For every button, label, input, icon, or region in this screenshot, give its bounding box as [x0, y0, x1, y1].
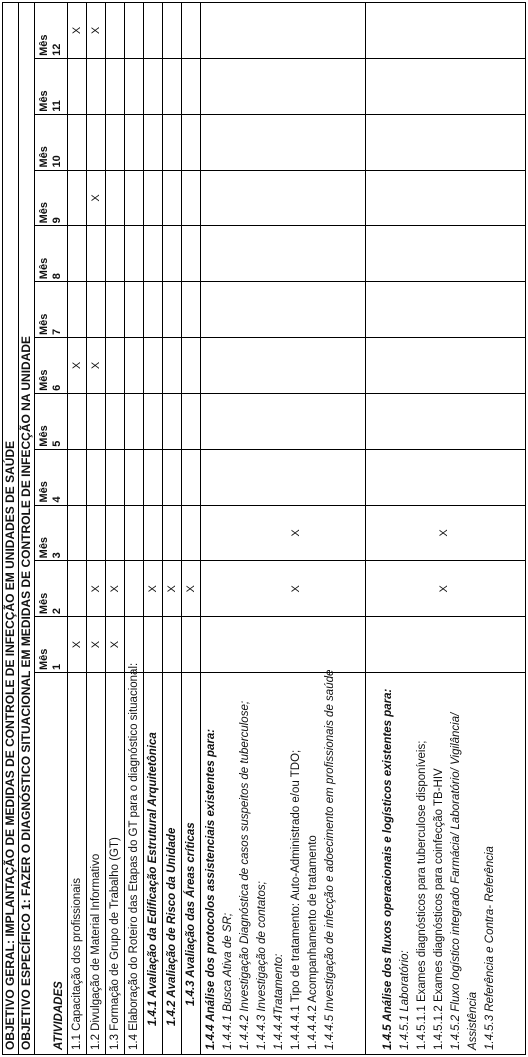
month-cell [125, 282, 144, 338]
month-cell [201, 170, 366, 226]
month-cell [182, 58, 201, 114]
activity-label: 1.3 Formação de Grupo de Trabalho (GT) [106, 673, 125, 1055]
month-cell [87, 505, 106, 561]
month-cell [68, 282, 87, 338]
month-cell [106, 3, 125, 59]
month-cell [144, 505, 163, 561]
month-cell [163, 170, 182, 226]
flows-block [366, 673, 526, 1055]
month-cell: X [87, 617, 106, 673]
activity-label: 1.4.1 Avaliação da Edificação Estrutural Arquitetônica [144, 673, 163, 1055]
protocols-line: 1.4.4.2 Investigação Diagnóstica de casos suspeitos de tuberculose; [239, 700, 251, 1050]
month-cell [125, 393, 144, 449]
month-cell [144, 226, 163, 282]
month-cell [366, 226, 526, 282]
month-cell [163, 338, 182, 394]
protocols-line: 1.4.4.4Tratamento: [273, 953, 285, 1050]
month-cell [125, 561, 144, 617]
month-cell [201, 114, 366, 170]
month-cell [201, 3, 366, 59]
month-cell [68, 170, 87, 226]
month-cell [182, 617, 201, 673]
month-cell [163, 282, 182, 338]
month-cell [201, 393, 366, 449]
month-header-9: Mês 9 [35, 170, 68, 226]
month-header-7: Mês 7 [35, 282, 68, 338]
month-cell [144, 58, 163, 114]
month-cell: X [87, 561, 106, 617]
month-header-5: Mês 5 [35, 393, 68, 449]
month-header-6: Mês 6 [35, 338, 68, 394]
month-cell [201, 282, 366, 338]
activity-row [144, 3, 163, 1055]
activity-row [87, 3, 106, 1055]
month-cell [125, 338, 144, 394]
month-cell: X [144, 561, 163, 617]
activities-header: ATIVIDADES [35, 673, 68, 1055]
activity-label: 1.2 Divulgação de Material Informativo [87, 673, 106, 1055]
month-cell [87, 226, 106, 282]
month-cell [163, 393, 182, 449]
month-cell [125, 3, 144, 59]
month-cell [201, 338, 366, 394]
month-header-8: Mês 8 [35, 226, 68, 282]
month-cell [106, 114, 125, 170]
activity-label: 1.4.3 Avaliação das Áreas críticas [182, 673, 201, 1055]
month-cell [106, 170, 125, 226]
protocols-heading: 1.4.4 Análise dos protocolos assistenciais existentes para: [205, 728, 217, 1050]
month-cell [366, 114, 526, 170]
schedule-table [2, 2, 526, 1055]
month-cell [163, 226, 182, 282]
specific-objective-title: OBJETIVO ESPECÍFICO 1: FAZER O DIAGNÓSTICO SITUACIONAL EM MEDIDAS DE CONTROLE DE INFECÇÃO NA UNIDADE [19, 3, 35, 1055]
header-row [35, 3, 68, 1055]
month-cell [144, 114, 163, 170]
activity-row [68, 3, 87, 1055]
month-header-4: Mês 4 [35, 449, 68, 505]
month-cell [87, 114, 106, 170]
month-cell: X [201, 561, 366, 617]
month-cell [68, 561, 87, 617]
month-cell: X [87, 3, 106, 59]
month-cell [68, 449, 87, 505]
month-cell [163, 58, 182, 114]
month-header-12: Mês 12 [35, 3, 68, 59]
month-cell [106, 393, 125, 449]
month-cell [163, 3, 182, 59]
activity-row [106, 3, 125, 1055]
month-cell [87, 282, 106, 338]
month-cell [144, 3, 163, 59]
flows-line: 1.4.5.3 Referência e Contra- Referência [484, 846, 497, 1050]
month-cell [125, 226, 144, 282]
month-cell [182, 226, 201, 282]
activity-label: 1.1 Capacitação dos profissionais [68, 673, 87, 1055]
month-cell [163, 617, 182, 673]
protocols-line: 1.4.4.1 Busca Ativa de SR; [222, 912, 234, 1050]
month-cell [366, 393, 526, 449]
protocols-block [201, 669, 366, 1055]
protocols-line: 1.4.4.5 Investigação de infecção e adoecimento em profissionais de saúde [324, 669, 336, 1050]
month-cell [366, 617, 526, 673]
month-cell: X [106, 617, 125, 673]
month-cell [125, 170, 144, 226]
month-cell [68, 226, 87, 282]
month-cell [87, 58, 106, 114]
general-objective-title: OBJETIVO GERAL: IMPLANTAÇÃO DE MEDIDAS DE CONTROLE DE INFECÇÃO EM UNIDADES DE SAÚDE [3, 3, 19, 1055]
month-cell: X [201, 505, 366, 561]
month-cell [144, 393, 163, 449]
month-cell [201, 449, 366, 505]
month-header-1: Mês 1 [35, 617, 68, 673]
activity-row [182, 3, 201, 1055]
month-cell [182, 114, 201, 170]
month-cell [182, 338, 201, 394]
month-cell: X [106, 561, 125, 617]
month-cell [366, 338, 526, 394]
month-header-3: Mês 3 [35, 505, 68, 561]
month-cell [106, 58, 125, 114]
protocols-line: 1.4.4.3 Investigação de contatos; [256, 881, 268, 1050]
month-cell [182, 449, 201, 505]
month-cell [144, 449, 163, 505]
month-cell [106, 505, 125, 561]
flows-line: 1.4.5.1 Laboratório: [399, 950, 412, 1050]
month-cell [163, 449, 182, 505]
month-cell [144, 338, 163, 394]
flows-line: Assistência [467, 991, 480, 1050]
month-cell [366, 449, 526, 505]
protocols-block-row [201, 3, 366, 1055]
general-objective-row [3, 3, 19, 1055]
month-cell [163, 505, 182, 561]
specific-objective-row [19, 3, 35, 1055]
month-cell [106, 282, 125, 338]
month-cell [87, 449, 106, 505]
flows-heading: 1.4.5 Análise dos fluxos operacionais e logísticos existentes para: [382, 688, 395, 1050]
month-cell [106, 449, 125, 505]
month-cell [366, 3, 526, 59]
month-cell: X [68, 338, 87, 394]
month-cell [68, 58, 87, 114]
month-cell [182, 170, 201, 226]
month-cell [87, 393, 106, 449]
flows-line: 1.4.5.1.1 Exames diagnósticos para tuberculose disponíveis; [416, 740, 429, 1050]
flows-line: 1.4.5.2 Fluxo logístico integrado Farmácia/ Laboratório/ Vigilância/ [450, 712, 463, 1050]
protocols-line: 1.4.4.4.1 Tipo de tratamento: Auto-Administrado e/ou TDO; [290, 749, 302, 1050]
activity-label: 1.4.2 Avaliação de Risco da Unidade [163, 673, 182, 1055]
month-cell [144, 170, 163, 226]
activity-row [125, 3, 144, 1055]
month-header-10: Mês 10 [35, 114, 68, 170]
flows-block-row [366, 3, 526, 1055]
month-cell [182, 282, 201, 338]
month-cell: X [68, 3, 87, 59]
month-cell [68, 505, 87, 561]
month-cell: X [87, 338, 106, 394]
month-cell: X [366, 561, 526, 617]
month-cell [106, 338, 125, 394]
month-cell [68, 393, 87, 449]
month-cell [106, 226, 125, 282]
month-header-11: Mês 11 [35, 58, 68, 114]
month-cell [366, 170, 526, 226]
month-cell [366, 58, 526, 114]
month-cell [125, 449, 144, 505]
activity-label: 1.4 Elaboração do Roteiro das Etapas do GT para o diagnóstico situacional: [125, 673, 144, 1055]
flows-line: 1.4.5.1.2 Exames diagnósticos para coinfecção TB-HIV [433, 768, 446, 1050]
month-cell [182, 393, 201, 449]
month-cell: X [68, 617, 87, 673]
month-cell [366, 282, 526, 338]
month-cell [144, 282, 163, 338]
month-cell [201, 226, 366, 282]
month-cell: X [87, 170, 106, 226]
month-cell [201, 617, 366, 673]
month-cell: X [163, 561, 182, 617]
month-cell [144, 617, 163, 673]
month-cell [125, 505, 144, 561]
month-cell [201, 58, 366, 114]
month-cell [182, 3, 201, 59]
month-cell [182, 505, 201, 561]
month-cell [125, 114, 144, 170]
month-cell [68, 114, 87, 170]
month-cell [163, 114, 182, 170]
month-cell: X [366, 505, 526, 561]
month-cell: X [182, 561, 201, 617]
protocols-line: 1.4.4.4.2 Acompanhamento de tratamento [307, 835, 319, 1050]
month-header-2: Mês 2 [35, 561, 68, 617]
month-cell [125, 58, 144, 114]
activity-row [163, 3, 182, 1055]
